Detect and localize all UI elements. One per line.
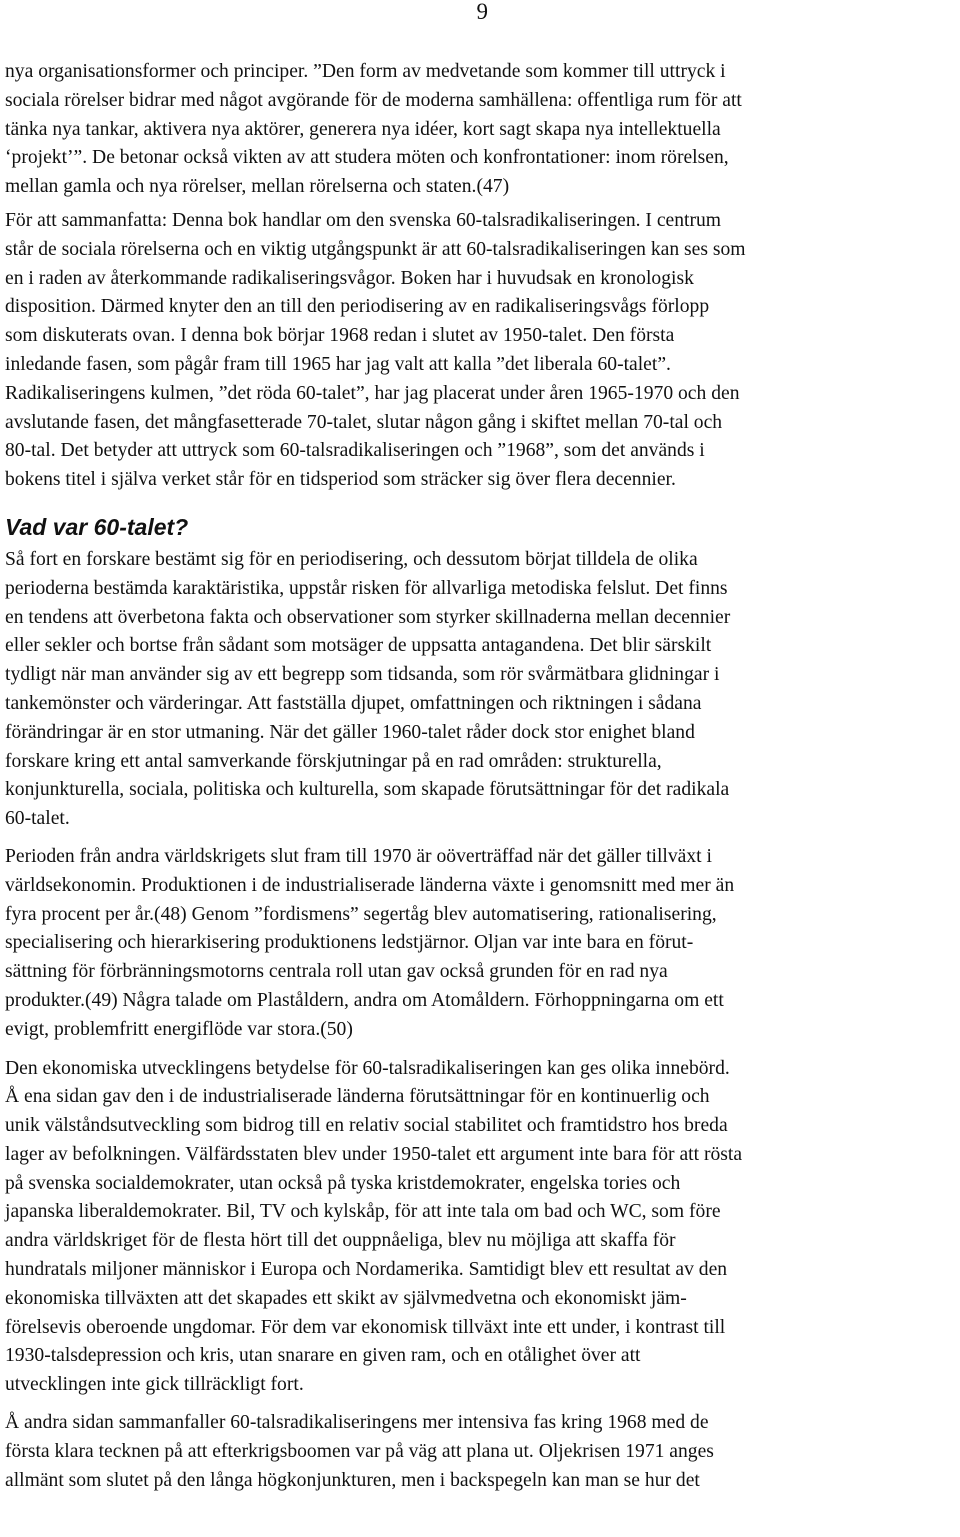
paragraph-economic-development: Den ekonomiska utvecklingens betydelse för 60-talsradikaliseringen kan ges olika innebörd. Å ena sidan gav den i de industrialiserade länderna förutsättningar för en kontinuerlig och unik välståndsutveckling som bidrog till en relativ social stabilitet och framtidstro hos breda lager av befolkningen. Välfärdsstaten blev under 1950-talet ett argument inte bara för att rösta på svenska socialdemokrater, utan också på tyska kristdemokrater, engelska tories och japanska liberaldemokrater. Bil, TV och kylskåp, för att inte tala om bad och WC, som före andra världskriget för de flesta hört till det ouppnåeliga, blev nu möjliga att skaffa för hundratals miljoner människor i Europa och Nordamerika. Samtidigt blev ett resultat av den ekonomiska tillväxten att det skapades ett skikt av självmedvetna och ekonomiskt jäm- förelsevis oberoende ungdomar. För dem var ekonomisk tillväxt inte ett under, i kontrast till 1930-talsdepression och kris, utan snarare en given ram, och en otålighet över att utvecklingen inte gick tillräckligt fort. [5, 1057, 743, 1396]
paragraph-world-economy: Perioden från andra världskrigets slut fram till 1970 är oöverträffad när det gäller tillväxt i världsekonomin. Produktionen i de industrialiserade länderna växte i genomsnitt med mer än fyra procent per år.(48) Genom ”fordismens” segertåg blev automatisering, rationalisering, specialisering och hierarkisering produktionens ledstjärnor. Oljan var inte bara en förut- sättning för förbränningsmotorns centrala roll utan gav också grunden för en rad nya produkter.(49) Några talade om Plaståldern, andra om Atomåldern. Förhoppningarna om ett evigt, problemfritt energiflöde var stora.(50) [5, 845, 735, 1040]
paragraph-social-movements: nya organisationsformer och principer. ”Den form av medvetande som kommer till uttryck i sociala rörelser bidrar med något avgörande för de moderna samhällena: offentliga rum för att tänka nya tankar, aktivera nya aktörer, generera nya idéer, kort sagt skapa nya intellektuella ‘projekt’”. De betonar också vikten av att studera möten och konfrontationer: inom rörelsen, mellan gamla och nya rörelser, mellan rörelserna och staten.(47) [5, 61, 742, 198]
paragraph-postwar-boom: Å andra sidan sammanfaller 60-talsradikaliseringens mer intensiva fas kring 1968 med de första klara tecknen på att efterkrigsboomen var på väg att plana ut. Oljekrisen 1971 anges allmänt som slutet på den långa högkonjunkturen, men i backspegeln kan man se hur det [5, 1412, 714, 1491]
document-body [5, 58, 957, 1495]
paragraph-summary: För att sammanfatta: Denna bok handlar om den svenska 60-talsradikaliseringen. I centrum står de sociala rörelserna och en viktig utgångspunkt är att 60-talsradikaliseringen kan ses som en i raden av återkommande radikaliseringsvågor. Boken har i huvudsak en kronologisk disposition. Därmed knyter den an till den periodisering av en radikaliseringsvågs förlopp som diskuterats ovan. I denna bok börjar 1968 redan i slutet av 1950-talet. Den första inledande fasen, som pågår fram till 1965 har jag valt att kalla ”det liberala 60-talet”. Radikaliseringens kulmen, ”det röda 60-talet”, har jag placerat under åren 1965-1970 och den avslutande fasen, det mångfasetterade 70-talet, slutar någon gång i skiftet mellan 70-tal och 80-tal. Det betyder att uttryck som 60-talsradikaliseringen och ”1968”, som det används i bokens titel i själva verket står för en tidsperiod som sträcker sig över flera decennier. [5, 209, 746, 491]
section-heading: Vad var 60-talet? [5, 513, 189, 540]
paragraph-periodization: Så fort en forskare bestämt sig för en periodisering, och dessutom börjat tilldela de olika perioderna bestämda karaktäristika, uppstår risken för allvarliga metodiska felslut. Det finns en tendens att överbetona fakta och observationer som styrker skillnaderna mellan decennier eller sekler och bortse från sådant som motsäger de uppsatta antagandena. Det blir särskilt tydligt när man använder sig av ett begrepp som tidsanda, som rör svårmätbara glidningar i tankemönster och värderingar. Att fastställa djupet, omfattningen och riktningen i sådana förändringar är en stor utmaning. När det gäller 1960-talet råder dock stor enighet bland forskare kring ett antal samverkande förskjutningar på en rad områden: strukturella, konjunkturella, sociala, politiska och kulturella, som skapade förutsättningar för det radikala 60-talet. [5, 548, 731, 830]
page-number: 9 [476, 0, 488, 24]
